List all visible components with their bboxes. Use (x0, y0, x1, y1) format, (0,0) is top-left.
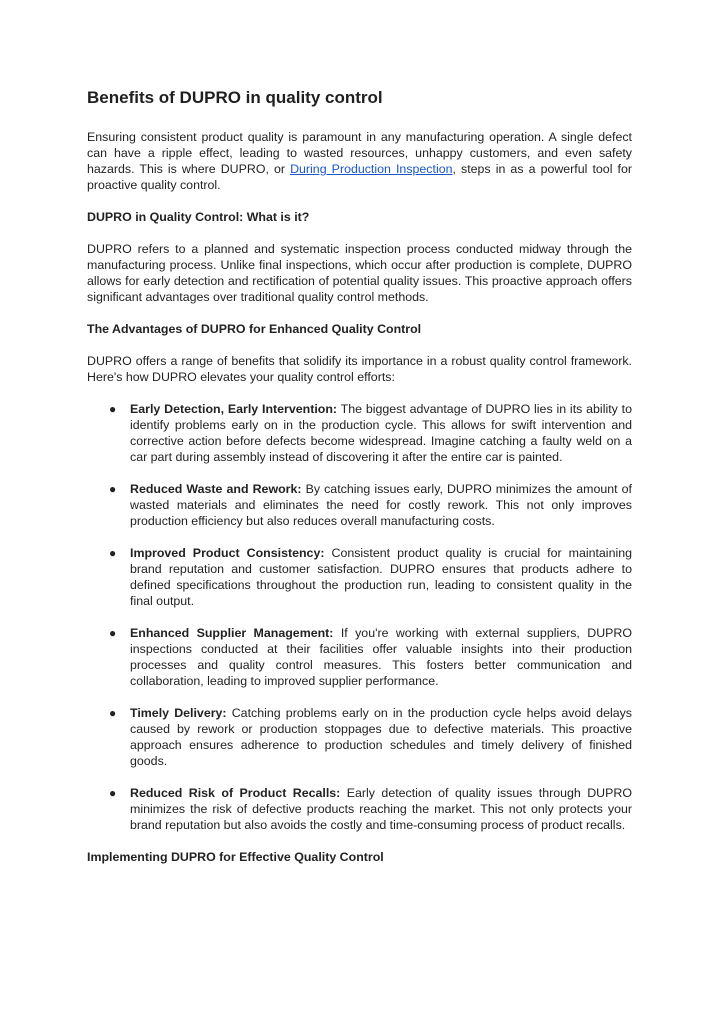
list-item-text: The biggest advantage of DUPRO lies in its ability to identify problems early on in the production cycle. This allows for swift intervention and corrective action before defects become widespread. Imagine catching a faulty weld on a car part during assembly instead of discovering it after the entire car is painted. (130, 402, 632, 464)
dupro-link[interactable]: During Production Inspection (290, 162, 453, 176)
list-item-text: If you're working with external suppliers, DUPRO inspections conducted at their facilities offer valuable insights into their production processes and quality control measures. This fosters better communication and collaboration, leading to improved supplier performance. (130, 626, 633, 688)
list-item (87, 785, 632, 833)
list-item-text: By catching issues early, DUPRO minimizes the amount of wasted materials and eliminates the need for costly rework. This not only improves production efficiency but also reduces overall manufacturing costs. (130, 482, 632, 528)
intro-paragraph (87, 129, 632, 193)
list-item-label: Enhanced Supplier Management: (130, 626, 334, 640)
document-page (87, 88, 632, 881)
section-heading-what-is-dupro: DUPRO in Quality Control: What is it? (87, 210, 310, 224)
bullet-icon: ● (109, 706, 117, 720)
list-item-label: Early Detection, Early Intervention: (130, 402, 338, 416)
intro-text-before-link: Ensuring consistent product quality is paramount in any manufacturing operation. A single defect can have a ripple effect, leading to wasted resources, unhappy customers, and even safety hazards. This is where DUPRO, or (87, 130, 632, 176)
list-item (87, 705, 632, 769)
bullet-icon: ● (109, 482, 117, 496)
list-item (87, 545, 632, 609)
list-item (87, 481, 632, 529)
section-body-what-is-dupro: DUPRO refers to a planned and systematic inspection process conducted midway through the manufacturing process. Unlike final inspections, which occur after production is complete, DUPRO allows for early detection and rectification of potential quality issues. This proactive approach offers significant advantages over traditional quality control methods. (87, 242, 632, 304)
list-item-label: Timely Delivery: (130, 706, 227, 720)
bullet-icon: ● (109, 626, 117, 640)
list-item-text: Catching problems early on in the production cycle helps avoid delays caused by rework or production stoppages due to defective materials. This proactive approach ensures adherence to production schedules and timely delivery of finished goods. (130, 706, 632, 768)
bullet-icon: ● (109, 402, 117, 416)
bullet-icon: ● (109, 546, 117, 560)
bullet-icon: ● (109, 786, 117, 800)
list-item (87, 625, 632, 689)
list-item-label: Improved Product Consistency: (130, 546, 325, 560)
intro-text-after-link: , steps in as a powerful tool for proactive quality control. (87, 162, 632, 192)
advantages-list (87, 401, 632, 833)
section-body-advantages: DUPRO offers a range of benefits that solidify its importance in a robust quality control framework. Here's how DUPRO elevates your quality control efforts: (87, 354, 632, 384)
list-item-text: Early detection of quality issues through DUPRO minimizes the risk of defective products reaching the market. This not only protects your brand reputation but also avoids the costly and time-consuming process of product recalls. (130, 786, 632, 832)
list-item-label: Reduced Risk of Product Recalls: (130, 786, 341, 800)
section-heading-advantages: The Advantages of DUPRO for Enhanced Quality Control (87, 322, 422, 336)
section-heading-implementing: Implementing DUPRO for Effective Quality Control (87, 850, 384, 864)
list-item (87, 401, 632, 465)
page-title: Benefits of DUPRO in quality control (87, 88, 383, 107)
list-item-label: Reduced Waste and Rework: (130, 482, 302, 496)
list-item-text: Consistent product quality is crucial for maintaining brand reputation and customer satisfaction. DUPRO ensures that products adhere to defined specifications throughout the production run, leading to consistent quality in the final output. (130, 546, 632, 608)
